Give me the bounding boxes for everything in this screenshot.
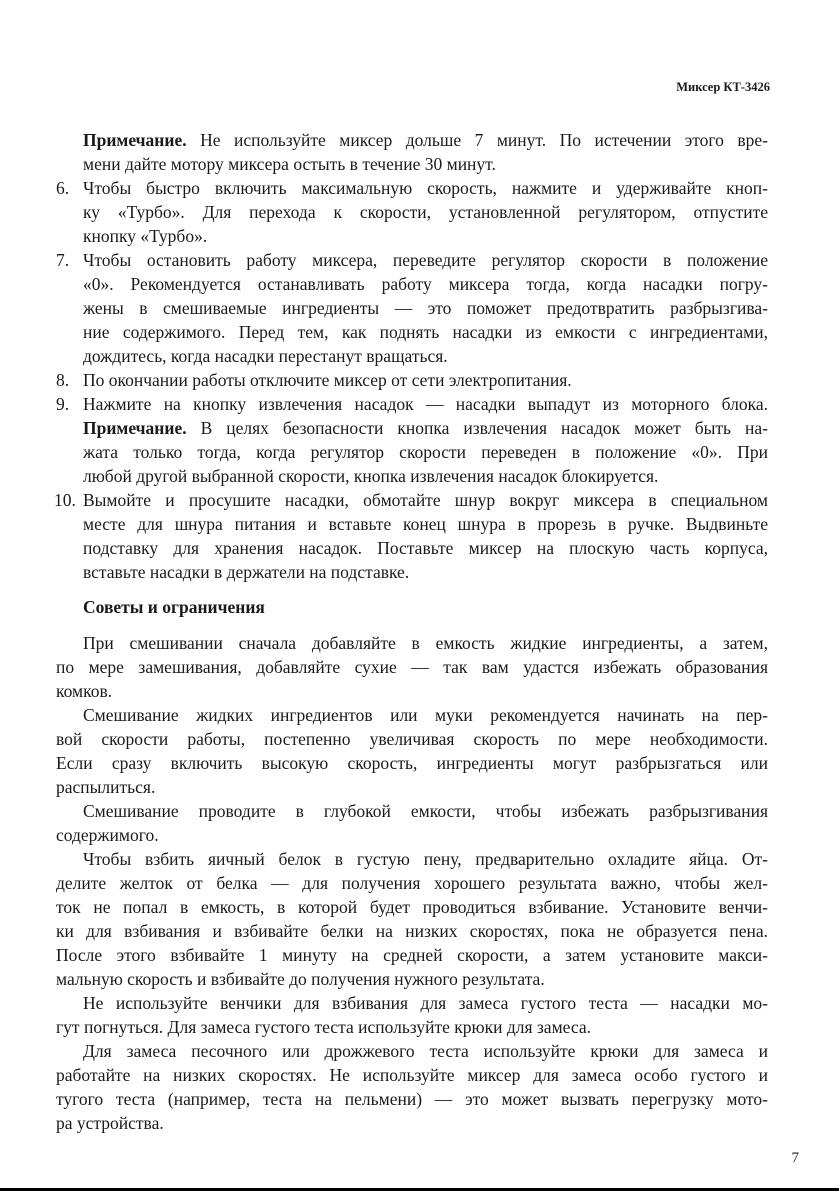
note-label: Примечание. bbox=[83, 418, 187, 438]
text-line: мальную скорость и взбивайте до получения нужного результата. bbox=[56, 969, 545, 989]
text-line: жата только тогда, когда регулятор скорости переведен в положение «0». При bbox=[83, 442, 768, 462]
paragraph bbox=[56, 799, 768, 847]
text-line: распылиться. bbox=[56, 777, 156, 797]
paragraph bbox=[56, 631, 768, 703]
text-line: гут погнуться. Для замеса густого теста используйте крюки для замеса. bbox=[56, 1017, 591, 1037]
paragraph bbox=[56, 847, 768, 991]
paragraph bbox=[56, 703, 768, 799]
list-number: 10. bbox=[54, 490, 76, 510]
text-line: Чтобы быстро включить максимальную скорость, нажмите и удерживайте кноп- bbox=[83, 178, 768, 198]
text-line: ки для взбивания и взбивайте белки на низких скоростях, пока не образуется пена. bbox=[56, 921, 768, 941]
text-line: месте для шнура питания и вставьте конец шнура в прорезь в ручке. Выдвиньте bbox=[83, 514, 768, 534]
text-line: ние содержимого. Перед тем, как поднять насадки из емкости с ингредиентами, bbox=[83, 322, 768, 342]
text-line: Если сразу включить высокую скорость, ингредиенты могут разбрызгаться или bbox=[56, 753, 768, 773]
page-body bbox=[56, 128, 768, 1135]
note-block bbox=[56, 128, 768, 176]
text-line: ток не попал в емкость, в которой будет проводиться взбивание. Установите венчи- bbox=[56, 897, 768, 917]
list-number: 8. bbox=[56, 370, 70, 390]
text-line: жены в смешиваемые ингредиенты — это поможет предотвратить разбрызгива- bbox=[83, 298, 768, 318]
text-line: вой скорости работы, постепенно увеличивая скорость по мере необходимости. bbox=[56, 729, 768, 749]
list-item bbox=[56, 176, 768, 248]
text-line: Вымойте и просушите насадки, обмотайте шнур вокруг миксера в специальном bbox=[83, 490, 768, 510]
list-item bbox=[56, 248, 768, 368]
text-line: мени дайте мотору миксера остыть в течение 30 минут. bbox=[83, 154, 496, 174]
text-line: Чтобы остановить работу миксера, переведите регулятор скорости в положение bbox=[83, 250, 768, 270]
list-number: 6. bbox=[56, 178, 70, 198]
text-line: ку «Турбо». Для перехода к скорости, установленной регулятором, отпустите bbox=[83, 202, 768, 222]
list-item bbox=[56, 488, 768, 584]
text-line: кнопку «Турбо». bbox=[83, 226, 208, 246]
text-line: Чтобы взбить яичный белок в густую пену, предварительно охладите яйца. От- bbox=[83, 849, 768, 869]
text-line: комков. bbox=[56, 681, 113, 701]
text-line: по мере замешивания, добавляйте сухие — так вам удастся избежать образования bbox=[56, 657, 768, 677]
text-line: Смешивание жидких ингредиентов или муки рекомендуется начинать на пер- bbox=[83, 705, 768, 725]
text-line: дождитесь, когда насадки перестанут вращаться. bbox=[83, 346, 448, 366]
text-line: После этого взбивайте 1 минуту на средней скорости, а затем установите макси- bbox=[56, 945, 768, 965]
text-line: работайте на низких скоростях. Не используйте миксер для замеса особо густого и bbox=[56, 1065, 768, 1085]
list-item bbox=[56, 368, 768, 392]
text-line: подставку для хранения насадок. Поставьте миксер на плоскую часть корпуса, bbox=[83, 538, 768, 558]
paragraph bbox=[56, 991, 768, 1039]
text-line: Не используйте венчики для взбивания для замеса густого теста — насадки мо- bbox=[83, 993, 768, 1013]
text-line: Смешивание проводите в глубокой емкости, чтобы избежать разбрызгивания bbox=[83, 801, 768, 821]
list-item bbox=[56, 392, 768, 488]
text-line: При смешивании сначала добавляйте в емкость жидкие ингредиенты, а затем, bbox=[83, 633, 768, 653]
paragraph bbox=[56, 1039, 768, 1135]
text-line: Для замеса песочного или дрожжевого теста используйте крюки для замеса и bbox=[83, 1041, 768, 1061]
text-line: Нажмите на кнопку извлечения насадок — насадки выпадут из моторного блока. bbox=[83, 394, 768, 414]
list-number: 7. bbox=[56, 250, 70, 270]
running-header: Миксер КТ-3426 bbox=[676, 80, 770, 94]
text-line: вставьте насадки в держатели на подставке. bbox=[83, 562, 410, 582]
text-line: Не используйте миксер дольше 7 минут. По истечении этого вре- bbox=[186, 130, 768, 150]
text-line: делите желток от белка — для получения хорошего результата важно, чтобы жел- bbox=[56, 873, 768, 893]
text-line: «0». Рекомендуется останавливать работу миксера тогда, когда насадки погру- bbox=[83, 274, 768, 294]
text-line: тугого теста (например, теста на пельмени) — это может вызвать перегрузку мото- bbox=[56, 1089, 768, 1109]
text-line: В целях безопасности кнопка извлечения насадок может быть на- bbox=[186, 418, 768, 438]
text-line: ра устройства. bbox=[56, 1113, 164, 1133]
text-line: любой другой выбранной скорости, кнопка извлечения насадок блокируется. bbox=[83, 466, 659, 486]
text-line: По окончании работы отключите миксер от сети электропитания. bbox=[83, 370, 572, 390]
list-number: 9. bbox=[56, 394, 70, 414]
note-label: Примечание. bbox=[83, 130, 187, 150]
section-heading: Советы и ограничения bbox=[83, 597, 265, 617]
page-number: 7 bbox=[791, 1150, 799, 1166]
text-line: содержимого. bbox=[56, 825, 159, 845]
